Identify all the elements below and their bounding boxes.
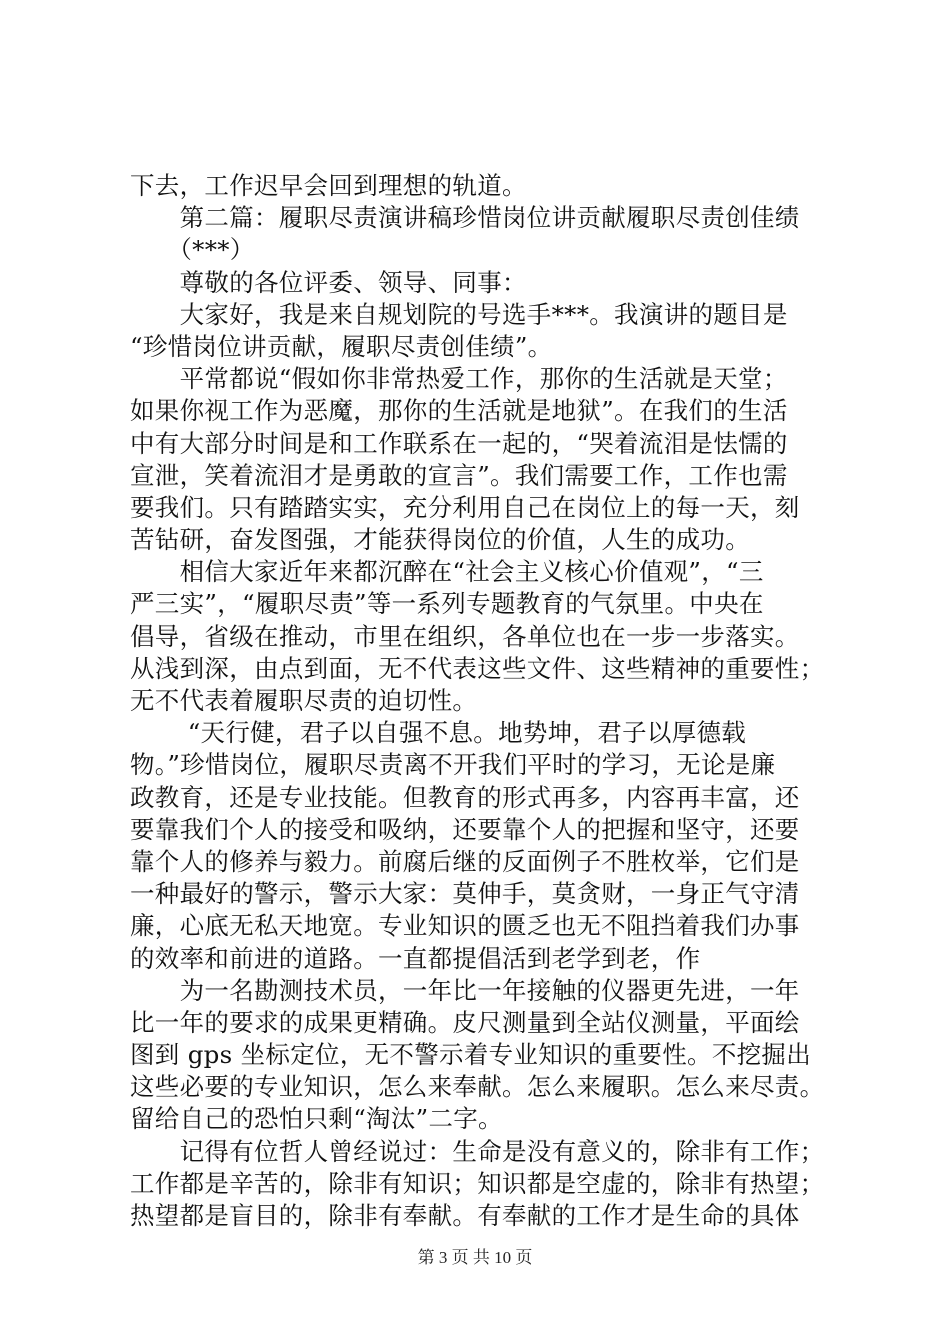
text-line: 物。”珍惜岗位，履职尽责离不开我们平时的学习，无论是廉 bbox=[130, 750, 776, 780]
text-line: 严三实”，“履职尽责”等一系列专题教育的气氛里。中央在 bbox=[130, 589, 764, 619]
text-line: 无不代表着履职尽责的迫切性。 bbox=[130, 686, 478, 715]
page-footer bbox=[0, 1243, 950, 1268]
text-line: 一种最好的警示，警示大家：莫伸手，莫贪财，一身正气守清 bbox=[130, 879, 800, 909]
text-line: 要我们。只有踏踏实实，充分利用自己在岗位上的每一天，刻 bbox=[130, 492, 800, 522]
page-number-label: 第 3 页 共 10 页 bbox=[417, 1248, 533, 1267]
text-line: “珍惜岗位讲贡献，履职尽责创佳绩”。 bbox=[130, 331, 553, 361]
text-line: 如果你视工作为恶魔，那你的生活就是地狱”。在我们的生活 bbox=[130, 396, 788, 426]
text-line: 大家好，我是来自规划院的号选手***。我演讲的题目是 bbox=[130, 299, 788, 329]
text-line: 中有大部分时间是和工作联系在一起的，“哭着流泪是怯懦的 bbox=[130, 428, 788, 458]
text-line: 相信大家近年来都沉醉在“社会主义核心价值观”，“三 bbox=[130, 557, 764, 587]
text-line: 留给自己的恐怕只剩“淘汰”二字。 bbox=[130, 1104, 503, 1134]
text-line: 的效率和前进的道路。一直都提倡活到老学到老，作 bbox=[130, 943, 701, 973]
text-line: 平常都说“假如你非常热爱工作，那你的生活就是天堂； bbox=[130, 364, 788, 394]
text-line: 苦钻研，奋发图强，才能获得岗位的价值，人生的成功。 bbox=[130, 525, 750, 555]
text-line: 为一名勘测技术员，一年比一年接触的仪器更先进，一年 bbox=[130, 975, 800, 1005]
text-line: 这些必要的专业知识，怎么来奉献。怎么来履职。怎么来尽责。 bbox=[130, 1072, 825, 1102]
document-body bbox=[130, 170, 835, 1232]
text-line: 政教育，还是专业技能。但教育的形式再多，内容再丰富，还 bbox=[130, 782, 800, 812]
text-line: 记得有位哲人曾经说过：生命是没有意义的，除非有工作； bbox=[130, 1136, 825, 1166]
text-line: 图到 gps 坐标定位，无不警示着专业知识的重要性。不挖掘出 bbox=[130, 1040, 812, 1070]
text-line: 倡导，省级在推动，市里在组织，各单位也在一步一步落实。 bbox=[130, 621, 800, 651]
text-line: “天行健，君子以自强不息。地势坤，君子以厚德载 bbox=[130, 718, 747, 748]
text-line: （***） bbox=[130, 235, 255, 265]
text-line: 从浅到深，由点到面，无不代表这些文件、这些精神的重要性； bbox=[130, 653, 825, 683]
text-line: 下去，工作迟早会回到理想的轨道。 bbox=[130, 171, 527, 200]
text-line: 热望都是盲目的，除非有奉献。有奉献的工作才是生命的具体 bbox=[130, 1201, 800, 1230]
text-line: 要靠我们个人的接受和吸纳，还要靠个人的把握和坚守，还要 bbox=[130, 814, 800, 844]
text-line: 第二篇：履职尽责演讲稿珍惜岗位讲贡献履职尽责创佳绩 bbox=[130, 203, 800, 233]
text-line: 比一年的要求的成果更精确。皮尺测量到全站仪测量，平面绘 bbox=[130, 1007, 800, 1037]
text-line: 靠个人的修养与毅力。前腐后继的反面例子不胜枚举，它们是 bbox=[130, 846, 800, 876]
text-line: 尊敬的各位评委、领导、同事： bbox=[130, 267, 527, 297]
text-line: 宣泄，笑着流泪才是勇敢的宣言”。我们需要工作，工作也需 bbox=[130, 460, 788, 490]
text-line: 廉，心底无私天地宽。专业知识的匮乏也无不阻挡着我们办事 bbox=[130, 911, 800, 941]
text-line: 工作都是辛苦的，除非有知识；知识都是空虚的，除非有热望； bbox=[130, 1168, 825, 1198]
